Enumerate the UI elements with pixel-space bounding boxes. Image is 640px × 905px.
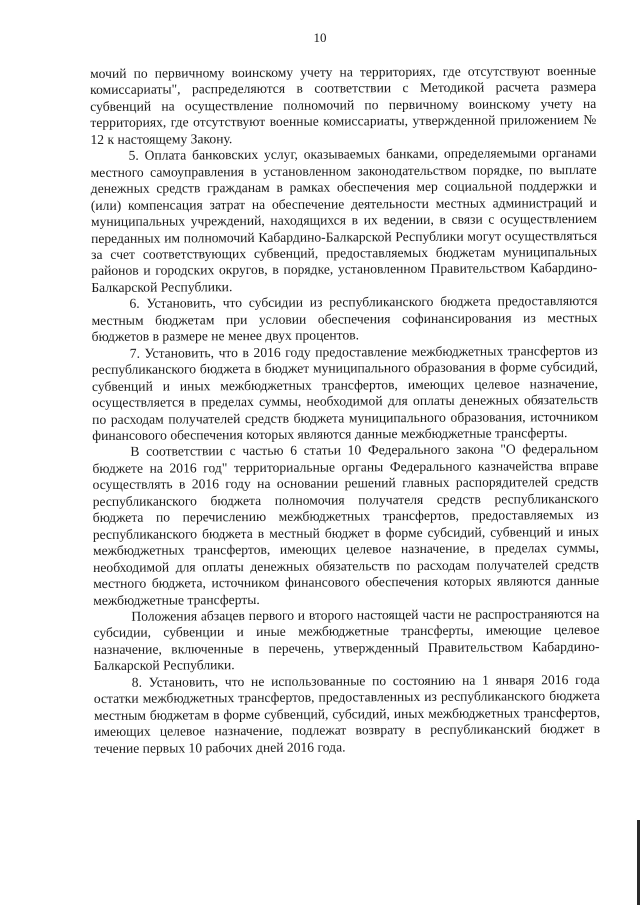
paragraph-5: 5. Оплата банковских услуг, оказываемых банками, определяемыми органами местного самоуправления в установленном законодательством порядке, по выплате денежных средств гражданам в рамках обеспечения мер социальной поддержки и (или) компенсация затрат на обеспечение деятельности местных администраций и муниципальных учреждений, находящихся в их ведении, в связи с осуществлением переданных им полномочий Кабардино-Балкарской Республики могут осуществляться за счет соответствующих субвенций, предоставляемых бюджетам муниципальных районов и городских округов, в порядке, установленном Правительством Кабардино-Балкарской Республики. (90, 145, 598, 295)
paragraph-7-exceptions: Положения абзацев первого и второго настоящей части не распространяются на субсидии, субвенции и иные межбюджетные трансферты, имеющие целевое назначение, включенные в перечень, утвержденный Правительством Кабардино-Балкарской Республики. (93, 605, 600, 674)
paragraph-7: 7. Установить, что в 2016 году предоставление межбюджетных трансфертов из республиканского бюджета в бюджет муниципального образования в форме субсидий, субвенций и иных межбюджетных трансфертов, имеющих целевое назначение, осуществляется в пределах суммы, необходимой для оплаты денежных обязательств по расходам получателей средств бюджета муниципального образования, источником финансового обеспечения которых являются данные межбюджетные трансферты. (91, 342, 599, 443)
paragraph-continuation: мочий по первичному воинскому учету на территориях, где отсутствуют военные комиссариаты", распределяются в соответствии с Методикой расчета размера субвенций на осуществление полномочий по первичному воинскому учету на территориях, где отсутствуют военные комиссариаты, утвержденной приложением № 12 к настоящему Закону. (90, 62, 597, 147)
page-number: 10 (313, 30, 327, 45)
paragraph-6: 6. Установить, что субсидии из республиканского бюджета предоставляются местным бюджетам при условии обеспечения софинансирования из местных бюджетов в размере не менее двух процентов. (91, 293, 598, 345)
paragraph-7-federal-law: В соответствии с частью 6 статьи 10 Федерального закона "О федеральном бюджете на 2016 год" территориальные органы Федерального казначейства вправе осуществлять в 2016 году на основании решений главных распорядителей средств республиканского бюджета полномочия получателя средств республиканского бюджета по перечислению межбюджетных трансфертов, предоставляемых из республиканского бюджета в местный бюджет в форме субсидий, субвенций и иных межбюджетных трансфертов, имеющих целевое назначение, в пределах суммы, необходимой для оплаты денежных обязательств по расходам получателей средств местного бюджета, источником финансового обеспечения которых являются данные межбюджетные трансферты. (92, 441, 600, 608)
document-body (90, 63, 600, 757)
paragraph-8: 8. Установить, что не использованные по состоянию на 1 января 2016 года остатки межбюджетных трансфертов, предоставленных из республиканского бюджета местным бюджетам в форме субвенций, субсидий, иных межбюджетных трансфертов, имеющих целевое назначение, подлежат возврату в республиканский бюджет в течение первых 10 рабочих дней 2016 года. (93, 671, 601, 756)
